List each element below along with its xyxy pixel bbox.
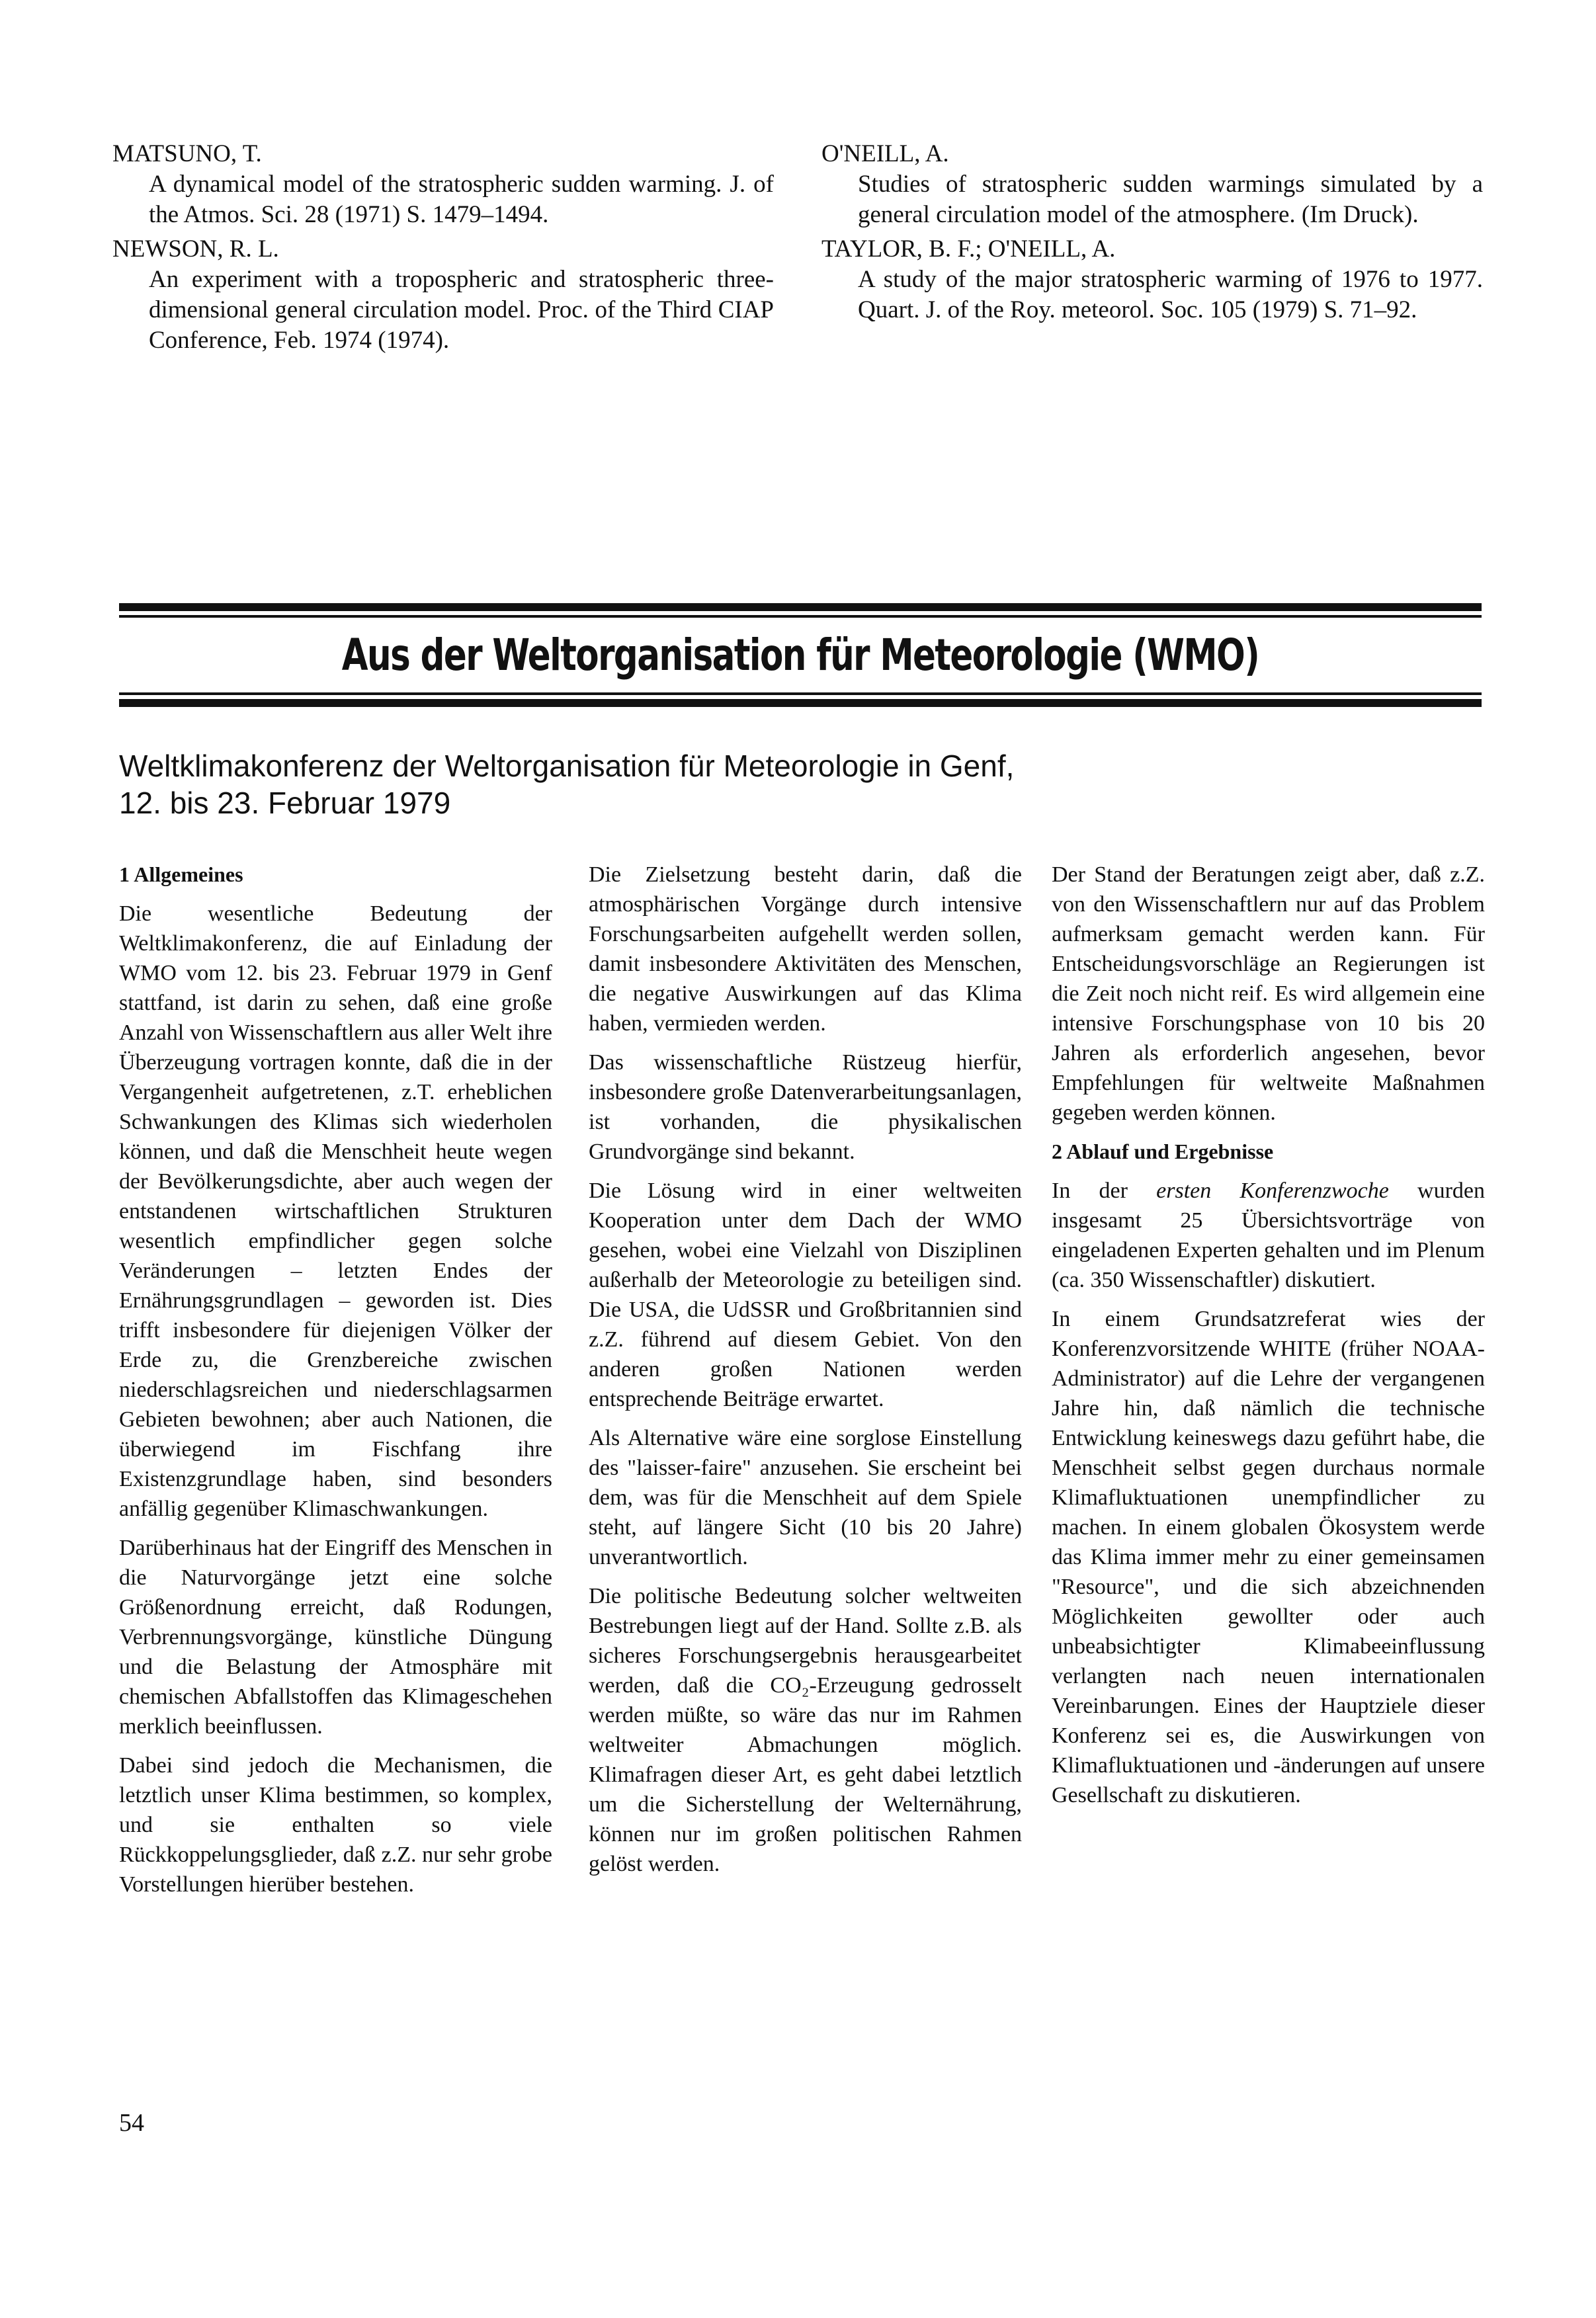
paragraph: Die Zielsetzung besteht darin, daß die atmosphärischen Vorgänge durch intensive Forschungsarbeiten aufgehellt werden sollen, damit insbesondere Aktivitäten des Menschen, die negative Auswirkungen auf das Klima haben, vermieden werden.	[589, 862, 1022, 1036]
section-rule-bottom-thin	[119, 692, 1482, 695]
paragraph	[1052, 1176, 1485, 1295]
paragraph-text: wurden insgesamt 25 Übersichtsvorträge von eingeladenen Experten gehalten und im Plenum (ca. 350 Wissenschaftler) diskutiert.	[1052, 1179, 1485, 1292]
paragraph: Die politische Bedeutung solcher weltweiten Bestrebungen liegt auf der Hand. Sollte z.B. als sicheres Forschungsergebnis herausgearbeitet werden, daß die CO₂-Erzeugung gedrosselt werden müßte, so wäre das nur im Rahmen weltweiter Abmachungen möglich. Klimafragen dieser Art, es geht dabei letztlich um die Sicherstellung der Welternährung, können nur im großen politischen Rahmen gelöst werden.	[589, 1584, 1022, 1876]
paragraph: Die Lösung wird in einer weltweiten Kooperation unter dem Dach der WMO gesehen, wobei eine Vielzahl von Disziplinen außerhalb der Meteorologie zu beteiligen sind. Die USA, die UdSSR und Großbritannien sind z.Z. führend auf diesem Gebiet. Von den anderen großen Nationen werden entsprechende Beiträge erwartet.	[589, 1179, 1022, 1411]
reference-author: NEWSON, R. L.	[112, 235, 279, 263]
conference-title	[119, 747, 1482, 821]
paragraph: Dabei sind jedoch die Mechanismen, die letztlich unser Klima bestimmen, so komplex, und sie enthalten so viele Rückkoppelungsglieder, daß z.Z. nur sehr grobe Vorstellungen hierüber bestehen.	[119, 1753, 552, 1897]
reference-author: MATSUNO, T.	[112, 140, 262, 167]
paragraph: Darüberhinaus hat der Eingriff des Menschen in die Naturvorgänge jetzt eine solche Größenordnung erreicht, daß Rodungen, Verbrennungsvorgänge, künstliche Düngung und die Belastung der Atmosphäre mit chemischen Abfallstoffen das Klimageschehen merklich beeinflussen.	[119, 1536, 552, 1739]
paragraph: Der Stand der Beratungen zeigt aber, daß z.Z. von den Wissenschaftlern nur auf das Problem aufmerksam gemacht werden kann. Für Entscheidungsvorschläge an Regierungen ist die Zeit noch nicht reif. Es wird allgemein eine intensive Forschungsphase von 10 bis 20 Jahren als erforderlich angesehen, bevor Empfehlungen für weltweite Maßnahmen gegeben werden können.	[1052, 862, 1485, 1125]
conference-title-line1: Weltklimakonferenz der Weltorganisation für Meteorologie in Genf,	[119, 749, 1015, 783]
reference-text: An experiment with a tropospheric and stratospheric three-dimensional general circulation model. Proc. of the Third CIAP Conference, Feb. 1974 (1974).	[149, 266, 774, 354]
reference-author: O'NEILL, A.	[821, 140, 949, 167]
page-number: 54	[119, 2109, 144, 2137]
reference-author: TAYLOR, B. F.; O'NEILL, A.	[821, 235, 1116, 263]
paragraph-text: In der	[1052, 1179, 1157, 1203]
reference-text: A study of the major stratospheric warming of 1976 to 1977. Quart. J. of the Roy. meteorol. Soc. 105 (1979) S. 71–92.	[858, 266, 1483, 323]
section-rule-top	[119, 603, 1482, 611]
article-column-1	[119, 860, 552, 1909]
references-right	[821, 139, 1483, 329]
reference-text: A dynamical model of the stratospheric sudden warming. J. of the Atmos. Sci. 28 (1971) S. 1479–1494.	[149, 171, 774, 228]
section-rule-bottom	[119, 699, 1482, 707]
references-left	[112, 139, 774, 360]
article-column-3	[1052, 860, 1485, 1819]
section-heading: 1 Allgemeines	[119, 862, 243, 886]
conference-title-line2: 12. bis 23. Februar 1979	[119, 786, 451, 820]
paragraph: Als Alternative wäre eine sorglose Einstellung des "laisser-faire" anzusehen. Sie erscheint bei dem, was für die Menschheit auf dem Spiele steht, auf längere Sicht (10 bis 20 Jahre) unverantwortlich.	[589, 1426, 1022, 1569]
section-heading: 2 Ablauf und Ergebnisse	[1052, 1139, 1274, 1163]
emphasis-text: ersten Konferenzwoche	[1156, 1179, 1389, 1203]
paragraph: Das wissenschaftliche Rüstzeug hierfür, insbesondere große Datenverarbeitungsanlagen, ist vorhanden, die physikalischen Grundvorgänge sind bekannt.	[589, 1050, 1022, 1164]
paragraph: Die wesentliche Bedeutung der Weltklimakonferenz, die auf Einladung der WMO vom 12. bis 23. Februar 1979 in Genf stattfand, ist darin zu sehen, daß eine große Anzahl von Wissenschaftlern aus aller Welt ihre Überzeugung vortragen konnte, daß die in der Vergangenheit aufgetretenen, z.T. erheblichen Schwankungen des Klimas sich wiederholen können, und daß die Menschheit heute wegen der Bevölkerungsdichte, aber auch wegen der entstandenen wirtschaftlichen Strukturen wesentlich empfindlicher gegen solche Veränderungen – letzten Endes der Ernährungsgrundlagen – geworden ist. Dies trifft insbesondere für diejenigen Völker der Erde zu, die Grenzbereiche zwischen niederschlagsreichen und niederschlagsarmen Gebieten bewohnen; aber auch Nationen, die überwiegend im Fischfang ihre Existenzgrundlage haben, sind besonders anfällig gegenüber Klimaschwankungen.	[119, 901, 552, 1521]
reference-text: Studies of stratospheric sudden warmings simulated by a general circulation model of the atmosphere. (Im Druck).	[858, 171, 1483, 228]
article-column-2	[589, 860, 1022, 1888]
section-title: Aus der Weltorganisation für Meteorologie (WMO)	[341, 629, 1259, 681]
paragraph: In einem Grundsatzreferat wies der Konferenzvorsitzende WHITE (früher NOAA-Administrator) auf die Lehre der vergangenen Jahre hin, daß nämlich die technische Entwicklung keineswegs dazu geführt habe, die Menschheit selbst gegen durchaus normale Klimafluktuationen unempfindlicher zu machen. In einem globalen Ökosystem werde das Klima immer mehr zu einer gemeinsamen "Resource", und die sich abzeichnenden Möglichkeiten gewollter oder auch unbeabsichtigter Klimabeeinflussung verlangten nach neuen internationalen Vereinbarungen. Eines der Hauptziele dieser Konferenz sei es, die Auswirkungen von Klimafluktuationen und -änderungen auf unsere Gesellschaft zu diskutieren.	[1052, 1307, 1485, 1807]
